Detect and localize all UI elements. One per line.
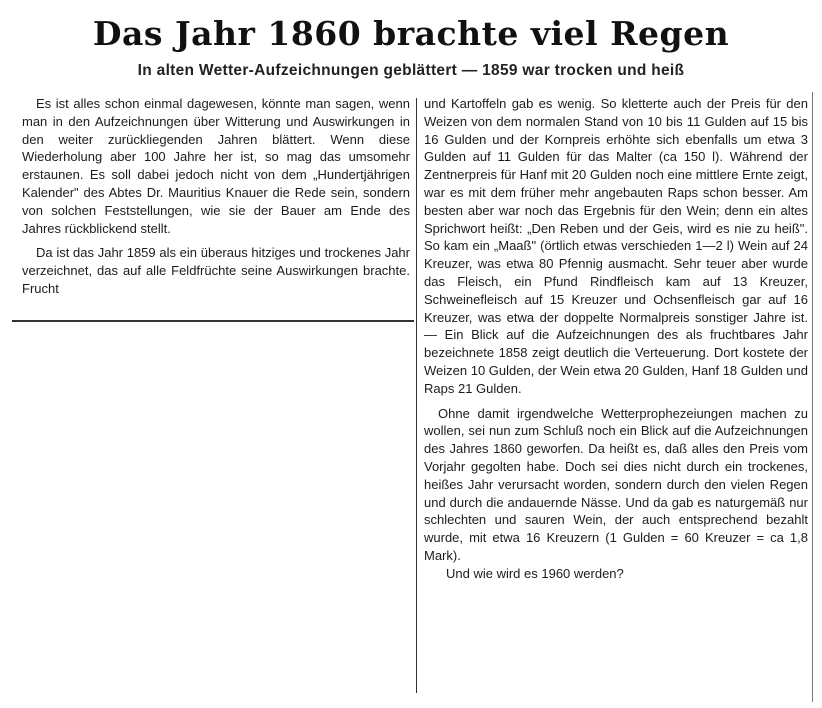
paragraph: Ohne damit irgendwelche Wetterprophezeiungen machen zu wollen, sei nun zum Schluß noch ein Blick auf die Aufzeichnungen des Jahres 1860 geworfen. Da heißt es, daß alles den Preis vom Vorjahr gegolten habe. Doch sei dies nicht durch ein trockenes, heißes Jahr verursacht worden, sondern durch den vielen Regen und durch die andauernde Nässe. Und da gab es naturgemäß nur schlechten und sauren Wein, der auch entsprechend bezahlt wurde, mit etwa 16 Kreuzern (1 Gulden = 60 Kreuzer = ca 1,8 Mark). bbox=[424, 405, 808, 563]
subheadline: In alten Wetter-Aufzeichnungen geblättert — 1859 war trocken und heiß bbox=[137, 62, 685, 79]
closing-question: Und wie wird es 1960 werden? bbox=[446, 565, 624, 581]
headline: Das Jahr 1860 brachte viel Regen bbox=[92, 14, 730, 53]
column-separator-rule bbox=[12, 320, 414, 322]
article-column-right bbox=[424, 95, 808, 583]
paragraph: Da ist das Jahr 1859 als ein überaus hitziges und trockenes Jahr verzeichnet, das auf alle Feldfrüchte seine Auswirkungen brachte. Frucht bbox=[22, 245, 410, 296]
article-column-left bbox=[22, 95, 410, 298]
paragraph: und Kartoffeln gab es wenig. So kletterte auch der Preis für den Weizen von dem normalen Stand von 10 bis 11 Gulden auf 15 bis 16 Gulden und der Kornpreis erhöhte sich ebenfalls um etwa 3 Gulden auf 11 Gulden für das Malter (ca 150 l). Während der Zentnerpreis für Hanf mit 20 Gulden noch eine mittlere Ernte zeigt, war es mit dem früher mehr angebauten Raps schon besser. Am besten aber war noch das Ergebnis für den Wein; denn ein altes Sprichwort heißt: „Den Reben und der Geis, wird es nie zu heiß". So kam ein „Maaß" (örtlich etwas verschieden 1—2 l) Wein auf 24 Kreuzer, was etwa 80 Pfennig ausmacht. Sehr teuer aber wurde das Fleisch, ein Pfund Rindfleisch kam auf 13 Kreuzer, Schweinefleisch auf 15 Kreuzer und Ochsenfleisch gar auf 16 Kreuzer, was etwa der doppelte Normalpreis sonstiger Jahre ist. — Ein Blick auf die Aufzeichnungen des als fruchtbares Jahr bezeichnete 1858 zeigt deutlich die Verteuerung. Dort kostete der Weizen 10 Gulden, der Wein etwa 20 Gulden, Hanf 18 Gulden und Raps 21 Gulden. bbox=[424, 96, 808, 396]
column-divider bbox=[416, 98, 417, 693]
page-edge-rule bbox=[812, 92, 813, 702]
paragraph: Es ist alles schon einmal dagewesen, könnte man sagen, wenn man in den Aufzeichnungen über Witterung und Auswirkungen in den weiter zurückliegenden Jahren blättert. Wenn diese Wiederholung aber 100 Jahre her ist, so mag das umsomehr erstaunen. Es soll dabei jedoch nicht von dem „Hundertjährigen Kalender" des Abtes Dr. Mauritius Knauer die Rede sein, sondern von solchen Feststellungen, wie sie der Bauer am Ende des Jahres rückblickend stellt. bbox=[22, 96, 410, 236]
